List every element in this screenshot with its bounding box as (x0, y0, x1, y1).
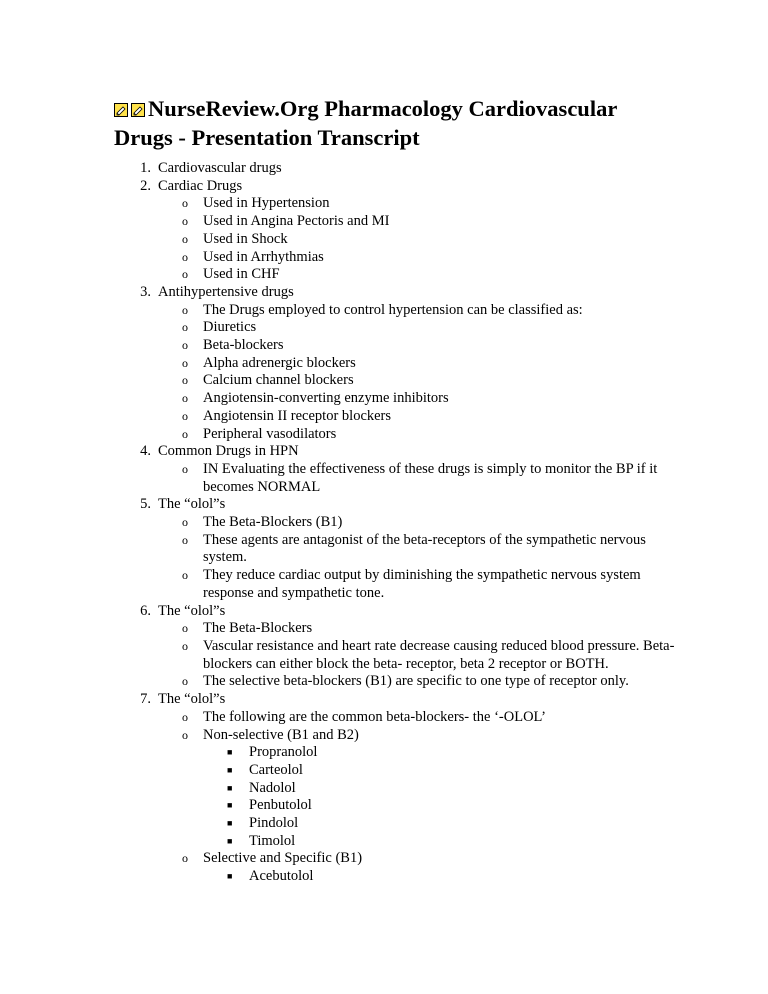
list-item (116, 461, 676, 496)
list-item-text: Acebutolol (249, 868, 314, 885)
list-item (116, 638, 676, 673)
list-marker: o (182, 302, 188, 317)
list-item (116, 850, 676, 868)
list-item-text: These agents are antagonist of the beta-receptors of the sympathetic nervous system. (203, 531, 646, 566)
list-item-text: Used in CHF (203, 266, 280, 283)
list-item-text: Vascular resistance and heart rate decrease causing reduced blood pressure. Beta-blockers can either block the beta- receptor, beta 2 receptor or BOTH. (203, 637, 675, 672)
list-marker: o (182, 214, 188, 229)
list-marker: o (182, 851, 188, 866)
list-item-text: Used in Arrhythmias (203, 248, 324, 265)
list-marker: o (182, 638, 188, 653)
list-item (116, 744, 676, 762)
list-item-text: Angiotensin II receptor blockers (203, 407, 392, 424)
list-item-text: Used in Shock (203, 230, 288, 247)
list-item-text: They reduce cardiac output by diminishing the sympathetic nervous system response and sympathetic tone. (203, 567, 641, 601)
list-item (116, 762, 676, 780)
list-item (116, 496, 676, 514)
list-marker: ■ (227, 871, 233, 882)
list-item (116, 709, 676, 727)
list-item-text: Non-selective (B1 and B2) (203, 726, 359, 743)
list-item (116, 372, 676, 390)
list-item (116, 868, 676, 886)
list-marker: o (182, 426, 188, 441)
list-marker: o (182, 391, 188, 406)
list-marker: o (182, 231, 188, 246)
list-marker: 6. (140, 602, 151, 619)
list-item (116, 408, 676, 426)
list-item (116, 284, 676, 302)
list-marker: o (182, 196, 188, 211)
list-marker: o (182, 568, 188, 583)
list-item (116, 426, 676, 444)
list-item (116, 302, 676, 320)
list-marker: o (182, 709, 188, 724)
list-item-text: Pindolol (249, 815, 299, 832)
list-item-text: Diuretics (203, 319, 257, 336)
list-item-text: Common Drugs in HPN (158, 443, 299, 460)
list-item (116, 213, 676, 231)
list-item (116, 620, 676, 638)
list-item-text: Selective and Specific (B1) (203, 850, 363, 867)
list-marker: o (182, 621, 188, 636)
list-item-text: Alpha adrenergic blockers (203, 354, 356, 371)
list-marker: 7. (140, 691, 151, 708)
list-marker: 2. (140, 177, 151, 194)
list-item-text: Nadolol (249, 779, 296, 796)
list-item-text: Antihypertensive drugs (158, 283, 294, 300)
list-item (116, 815, 676, 833)
list-marker: o (182, 461, 188, 476)
list-item (116, 514, 676, 532)
edit-icon (131, 103, 145, 117)
list-marker: 3. (140, 283, 151, 300)
list-item-text: The following are the common beta-blockers- the ‘-OLOL’ (203, 708, 546, 725)
list-marker: 4. (140, 443, 151, 460)
list-item-text: Penbutolol (249, 797, 312, 814)
list-marker: ■ (227, 800, 233, 811)
list-item-text: Cardiac Drugs (158, 177, 243, 194)
list-item (116, 195, 676, 213)
list-item (116, 443, 676, 461)
list-item (116, 319, 676, 337)
list-item-text: Used in Angina Pectoris and MI (203, 213, 390, 230)
list-marker: o (182, 515, 188, 530)
list-item (116, 249, 676, 267)
list-item-text: Cardiovascular drugs (158, 160, 282, 176)
list-marker: o (182, 338, 188, 353)
edit-icon (114, 103, 128, 117)
list-item (116, 833, 676, 851)
list-item-text: The Drugs employed to control hypertension can be classified as: (203, 301, 583, 318)
list-item-text: Propranolol (249, 744, 318, 761)
list-marker: ■ (227, 818, 233, 829)
list-item (116, 266, 676, 284)
list-item-text: The “olol”s (158, 602, 226, 619)
list-marker: ■ (227, 782, 233, 793)
list-item (116, 780, 676, 798)
list-item-text: Used in Hypertension (203, 195, 330, 212)
list-item (116, 691, 676, 709)
list-item-text: Beta-blockers (203, 337, 284, 354)
list-marker: o (182, 320, 188, 335)
page-title (114, 94, 674, 152)
list-marker: o (182, 408, 188, 423)
list-item-text: Peripheral vasodilators (203, 425, 337, 442)
list-item (116, 603, 676, 621)
list-marker: o (182, 373, 188, 388)
list-item (116, 532, 676, 567)
list-item (116, 231, 676, 249)
list-marker: ■ (227, 764, 233, 775)
page-title-text: NurseReview.Org Pharmacology Cardiovascular Drugs - Presentation Transcript (114, 96, 617, 150)
list-marker: o (182, 355, 188, 370)
list-item-text: IN Evaluating the effectiveness of these drugs is simply to monitor the BP if it becomes NORMAL (203, 460, 658, 495)
list-item-text: The selective beta-blockers (B1) are specific to one type of receptor only. (203, 673, 629, 690)
list-item-text: The Beta-Blockers (203, 620, 313, 637)
list-item-text: Carteolol (249, 761, 303, 778)
list-marker: 1. (140, 160, 151, 176)
list-item-text: The “olol”s (158, 691, 226, 708)
list-marker: 5. (140, 496, 151, 513)
list-item-text: Timolol (249, 832, 296, 849)
list-marker: o (182, 267, 188, 282)
list-item-text: The Beta-Blockers (B1) (203, 514, 343, 531)
list-item (116, 567, 676, 602)
list-item-text: Calcium channel blockers (203, 372, 354, 389)
list-marker: o (182, 727, 188, 742)
list-item-text: Angiotensin-converting enzyme inhibitors (203, 390, 449, 407)
list-marker: o (182, 674, 188, 689)
list-item (116, 160, 676, 178)
list-item (116, 178, 676, 196)
list-item-text: The “olol”s (158, 496, 226, 513)
list-item (116, 355, 676, 373)
list-item (116, 797, 676, 815)
transcript-list (116, 160, 676, 886)
list-marker: ■ (227, 835, 233, 846)
list-item (116, 337, 676, 355)
list-marker: o (182, 532, 188, 547)
list-item (116, 727, 676, 745)
list-item (116, 673, 676, 691)
list-item (116, 390, 676, 408)
list-marker: o (182, 249, 188, 264)
list-marker: ■ (227, 747, 233, 758)
